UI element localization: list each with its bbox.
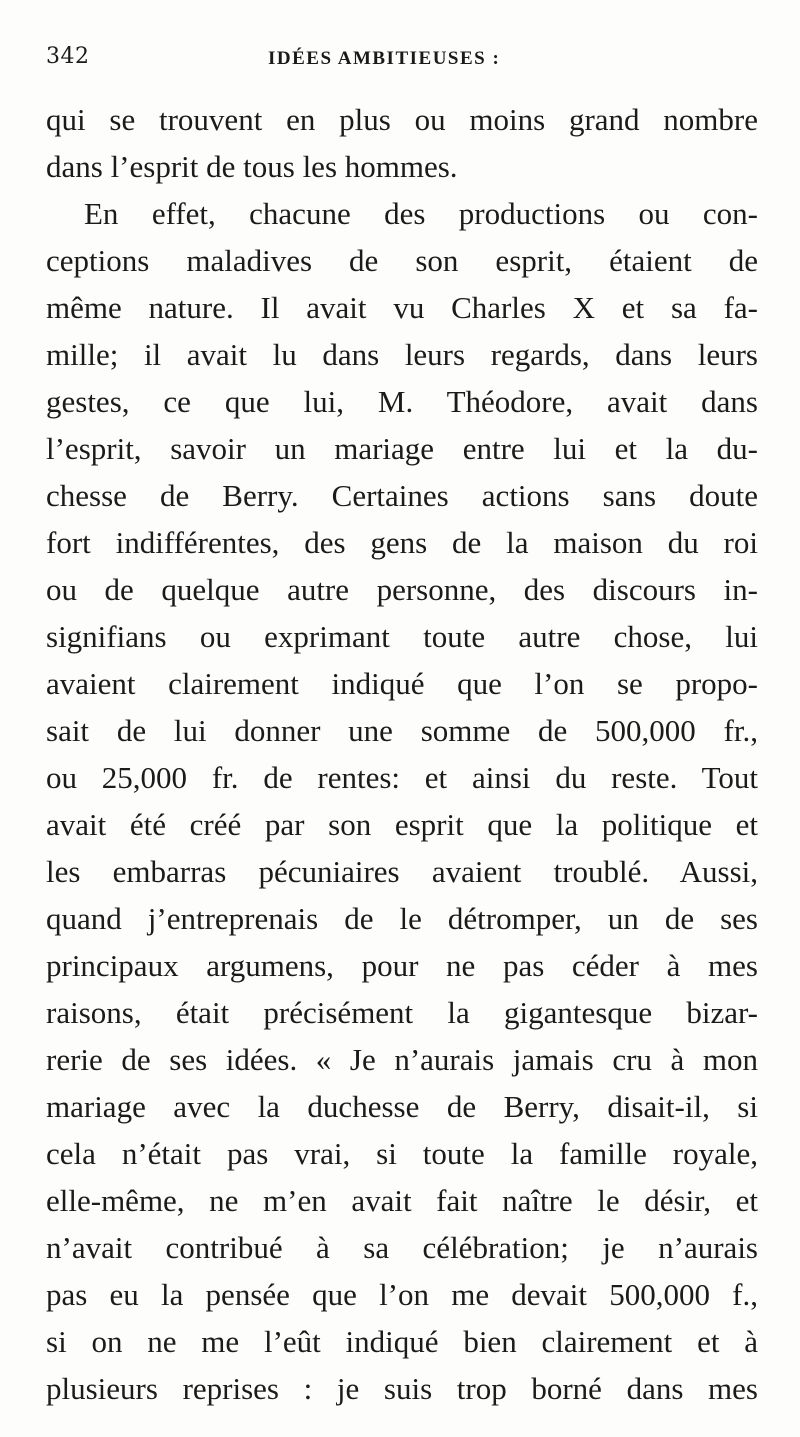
text-line: rerie de ses idées. « Je n’aurais jamais cru à mon [46,1042,758,1077]
text-line: avaient clairement indiqué que l’on se propo- [46,666,758,701]
text-line: signifians ou exprimant toute autre chose, lui [46,619,758,654]
text-line: avait été créé par son esprit que la politique et [46,807,758,842]
page-header [46,44,766,76]
text-line: chesse de Berry. Certaines actions sans doute [46,478,758,513]
text-line: En effet, chacune des productions ou con- [84,196,758,231]
text-line: ou de quelque autre personne, des discours in- [46,572,758,607]
text-line: fort indifférentes, des gens de la maison du roi [46,525,758,560]
text-line: sait de lui donner une somme de 500,000 fr., [46,713,758,748]
text-line: mille; il avait lu dans leurs regards, dans leurs [46,337,758,372]
text-line: même nature. Il avait vu Charles X et sa fa- [46,290,758,325]
text-line: qui se trouvent en plus ou moins grand nombre [46,102,758,137]
text-line: gestes, ce que lui, M. Théodore, avait dans [46,384,758,419]
text-line: les embarras pécuniaires avaient troublé. Aussi, [46,854,758,889]
text-line: ceptions maladives de son esprit, étaient de [46,243,758,278]
text-line: n’avait contribué à sa célébration; je n’aurais [46,1230,758,1265]
body-text [46,96,758,1412]
text-line: plusieurs reprises : je suis trop borné dans mes [46,1371,758,1406]
text-line: elle-même, ne m’en avait fait naître le désir, et [46,1183,758,1218]
text-line: principaux argumens, pour ne pas céder à mes [46,948,758,983]
text-line: quand j’entreprenais de le détromper, un de ses [46,901,758,936]
text-line: cela n’était pas vrai, si toute la famille royale, [46,1136,758,1171]
text-line: raisons, était précisément la gigantesque bizar- [46,995,758,1030]
text-line: l’esprit, savoir un mariage entre lui et la du- [46,431,758,466]
page-number: 342 [46,44,90,69]
text-line: pas eu la pensée que l’on me devait 500,000 f., [46,1277,758,1312]
running-head: IDÉES AMBITIEUSES : [268,48,501,69]
text-line: ou 25,000 fr. de rentes: et ainsi du reste. Tout [46,760,758,795]
text-line: mariage avec la duchesse de Berry, disait-il, si [46,1089,758,1124]
text-line: dans l’esprit de tous les hommes. [46,149,458,184]
text-line: si on ne me l’eût indiqué bien clairement et à [46,1324,758,1359]
